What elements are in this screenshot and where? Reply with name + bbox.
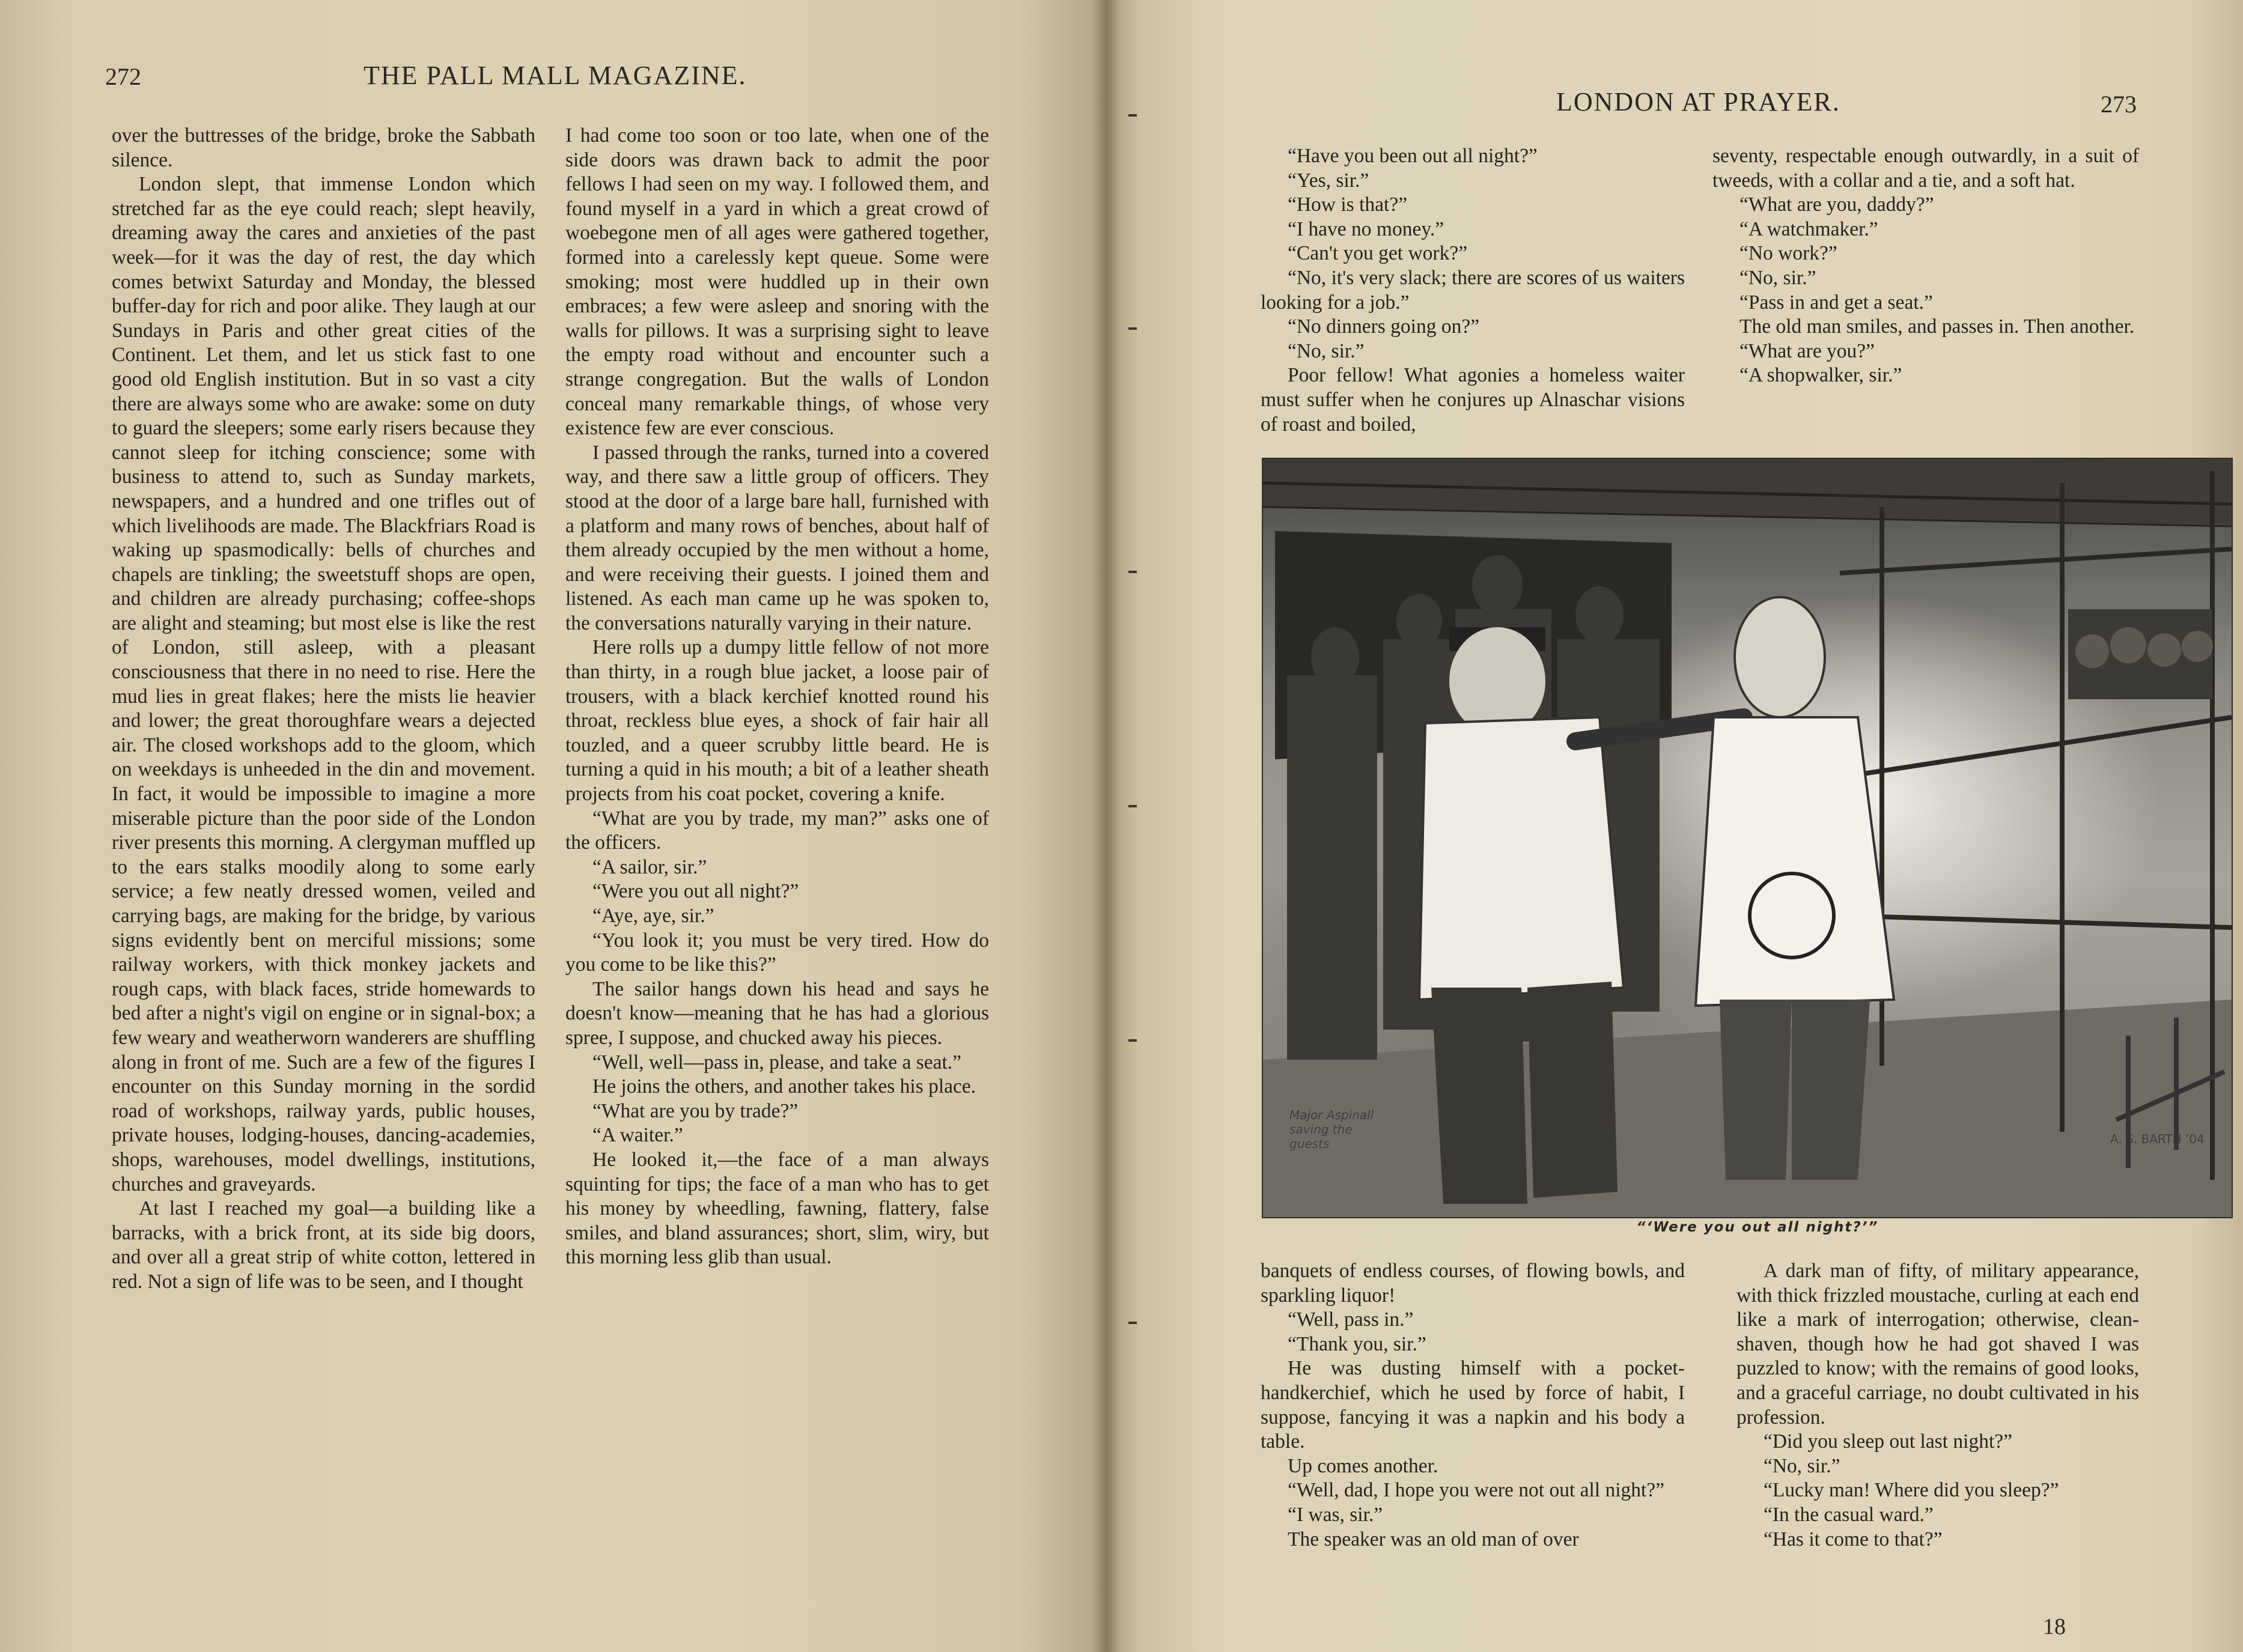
paragraph: I had come too soon or too late, when one of the side doors was drawn back to admit the poor fellows I had seen on my way. I followed them, and found myself in a yard in which a great crowd of woebegone men of all ages were gathered together, formed into a carelessly kept queue. Some were smoking; most were huddled up in their own embraces; a few were asleep and snoring with the walls for pillows. It was a surprising sight to leave the empty road without and encounter such a strange congregation. But the walls of London conceal many remarkable things, of whose very existence few are ever conscious. (565, 124, 989, 440)
paragraph: “Well, pass in.” (1288, 1308, 1414, 1331)
paragraph: “Has it come to that?” (1764, 1528, 1943, 1550)
paragraph: He looked it,—the face of a man always squinting for tips; the face of a man who has to get his money by wheedling, fawning, flattery, false smiles, and bland assurances; short, slim, wiry, but this morning less glib than usual. (565, 1148, 989, 1269)
paragraph: London slept, that immense London which stretched far as the eye could reach; slept heavily, dreaming away the cares and anxieties of the past week—for it was the day of rest, the day which comes betwixt Saturday and Monday, the blessed buffer-day for rich and poor alike. They laugh at our Sundays in Paris and other great cities of the Continent. Let them, and let us stick fast to one good old English institution. But in so vast a city there are always some who are awake: some on duty to guard the sleepers; some early risers because they cannot sleep for itching conscience; some with business to attend to, such as Sunday markets, newspapers, and a hundred and one trifles out of which livelihoods are made. The Blackfriars Road is waking up spasmodically: bells of churches and chapels are tinkling; the sweetstuff shops are open, and children are already purchasing; coffee-shops are alight and steaming; but most else is like the rest of London, still asleep, with a pleasant consciousness that there in no need to rise. Here the mud lies in great flakes; here the mists lie heavier and lower; the great thoroughfare wears a dejected air. The closed workshops add to the gloom, which on weekdays is unheeded in the din and movement. In fact, it would be impossible to imagine a more miserable picture than the poor side of the London river presents this morning. A clergyman muffled up to the ears stalks moodily along to some early service; a few neatly dressed women, veiled and carrying bags, are making for the bridge, by various signs evidently bent on merciful missions; some railway workers, with thick monkey jackets and rough caps, with black faces, stride homewards to bed after a night's vigil on engine or in signal-box; a few weary and weatherworn wanderers are shuffling along in front of me. Such are a few of the figures I encounter on this Sunday morning in the sordid road of workshops, railway yards, public houses, private houses, lodging-houses, dancing-academies, shops, warehouses, model dwellings, institutions, churches and graveyards. (112, 173, 535, 1195)
paragraph: banquets of endless courses, of flowing bowls, and sparkling liquor! (1261, 1260, 1685, 1307)
paragraph: over the buttresses of the bridge, broke the Sabbath silence. (112, 124, 535, 171)
paragraph: “Thank you, sir.” (1288, 1332, 1426, 1355)
illustration-shelter-scene (1262, 458, 2233, 1218)
paragraph: “What are you by trade, my man?” asks one of the officers. (565, 807, 989, 854)
binding-mark (1128, 805, 1137, 807)
paragraph: He was dusting himself with a pocket-handkerchief, which he used by force of habit, I suppose, fancying it was a napkin and his body a table. (1261, 1357, 1685, 1453)
right-column-2-bottom (1736, 1259, 2139, 1552)
paragraph: The speaker was an old man of over (1288, 1528, 1579, 1550)
book-gutter (1091, 0, 1121, 1652)
paragraph: “A watchmaker.” (1739, 217, 1878, 240)
artist-signature: A. S. BARTH ’04 (2110, 1132, 2205, 1146)
binding-mark (1128, 327, 1137, 330)
paragraph: “No work?” (1739, 242, 1837, 265)
paragraph: “What are you?” (1739, 339, 1875, 362)
paragraph: “A shopwalker, sir.” (1739, 364, 1902, 387)
illustration-caption: “‘Were you out all night?’” (1636, 1219, 1879, 1235)
paragraph: “Did you sleep out last night?” (1764, 1430, 2013, 1453)
paragraph: The sailor hangs down his head and says he doesn't know—meaning that he has had a glorious spree, I suppose, and chucked away his pieces. (565, 977, 989, 1049)
right-page-number: 273 (2101, 91, 2137, 118)
paragraph: The old man smiles, and passes in. Then another. (1739, 315, 2135, 338)
binding-mark (1128, 1039, 1137, 1042)
paragraph: “How is that?” (1288, 193, 1408, 216)
paragraph: “No, it's very slack; there are scores of us waiters looking for a job.” (1261, 266, 1685, 314)
paragraph: Poor fellow! What agonies a homeless waiter must suffer when he conjures up Alnaschar visions of roast and boiled, (1261, 364, 1685, 436)
paragraph: “Lucky man! Where did you sleep?” (1764, 1479, 2059, 1502)
paragraph: “No, sir.” (1764, 1454, 1840, 1477)
right-column-1-top (1261, 144, 1685, 437)
paragraph: “Can't you get work?” (1288, 242, 1468, 265)
paragraph: “In the casual ward.” (1764, 1503, 1934, 1526)
binding-mark (1128, 571, 1137, 573)
paragraph: “No, sir.” (1288, 339, 1365, 362)
illustration-drawing (1263, 459, 2232, 1217)
paragraph: “No dinners going on?” (1288, 315, 1480, 338)
paragraph: “A sailor, sir.” (592, 855, 707, 878)
left-page-number: 272 (105, 63, 141, 90)
paragraph: Up comes another. (1288, 1454, 1438, 1477)
paragraph: At last I reached my goal—a building like a barracks, with a brick front, at its side big doors, and over all a great strip of white cotton, lettered in red. Not a sign of life was to be seen, and I thought (112, 1197, 535, 1293)
paragraph: seventy, respectable enough outwardly, in a suit of tweeds, with a collar and a tie, and a soft hat. (1712, 145, 2139, 192)
right-column-1-bottom (1261, 1259, 1685, 1552)
paragraph: “Have you been out all night?” (1288, 145, 1538, 167)
left-column-2 (565, 124, 989, 1270)
paragraph: He joins the others, and another takes his place. (592, 1075, 976, 1098)
paragraph: “I was, sir.” (1288, 1503, 1383, 1526)
paragraph: Here rolls up a dumpy little fellow of not more than thirty, in a rough blue jacket, a loose pair of trousers, with a black kerchief knotted round his throat, reckless blue eyes, a shock of fair hair all touzled, and a queer scrubby little beard. He is turning a quid in his mouth; a bit of a leather sheath projects from his coat pocket, covering a knife. (565, 636, 989, 806)
paragraph: “I have no money.” (1288, 217, 1444, 240)
left-column-1 (112, 124, 535, 1295)
paragraph: “Pass in and get a seat.” (1739, 291, 1933, 314)
paragraph: “Yes, sir.” (1288, 169, 1369, 192)
paragraph: “Were you out all night?” (592, 880, 799, 903)
paragraph: “No, sir.” (1739, 266, 1816, 289)
right-running-head: LONDON AT PRAYER. (1556, 87, 1840, 117)
paragraph: “What are you by trade?” (592, 1099, 799, 1122)
paragraph: “Well, dad, I hope you were not out all night?” (1288, 1479, 1665, 1502)
paragraph: “Well, well—pass in, please, and take a seat.” (592, 1051, 962, 1073)
paragraph: “Aye, aye, sir.” (592, 905, 714, 927)
binding-mark (1128, 1322, 1137, 1324)
paragraph: “You look it; you must be very tired. How do you come to be like this?” (565, 929, 989, 976)
paragraph: “What are you, daddy?” (1739, 193, 1934, 216)
paragraph: I passed through the ranks, turned into a covered way, and there saw a little group of officers. They stood at the door of a large bare hall, furnished with a platform and many rows of benches, about half of them already occupied by the men without a home, and were receiving their guests. I joined them and listened. As each man came up he was spoken to, the conversations naturally varying in their nature. (565, 441, 989, 634)
right-column-2-top (1712, 144, 2139, 388)
artist-note: Major Aspinall saving the guests (1289, 1108, 1374, 1151)
paragraph: A dark man of fifty, of military appearance, with thick frizzled moustache, curling at each end like a mark of interrogation; otherwise, clean-shaven, though how he had got shaved I was puzzled to know; with the remains of good looks, and a graceful carriage, no doubt cultivated in his profession. (1736, 1260, 2139, 1429)
left-running-head: THE PALL MALL MAGAZINE. (364, 61, 747, 90)
binding-mark (1128, 114, 1137, 117)
paragraph: “A waiter.” (592, 1124, 683, 1147)
signature-mark: 18 (2043, 1614, 2066, 1639)
